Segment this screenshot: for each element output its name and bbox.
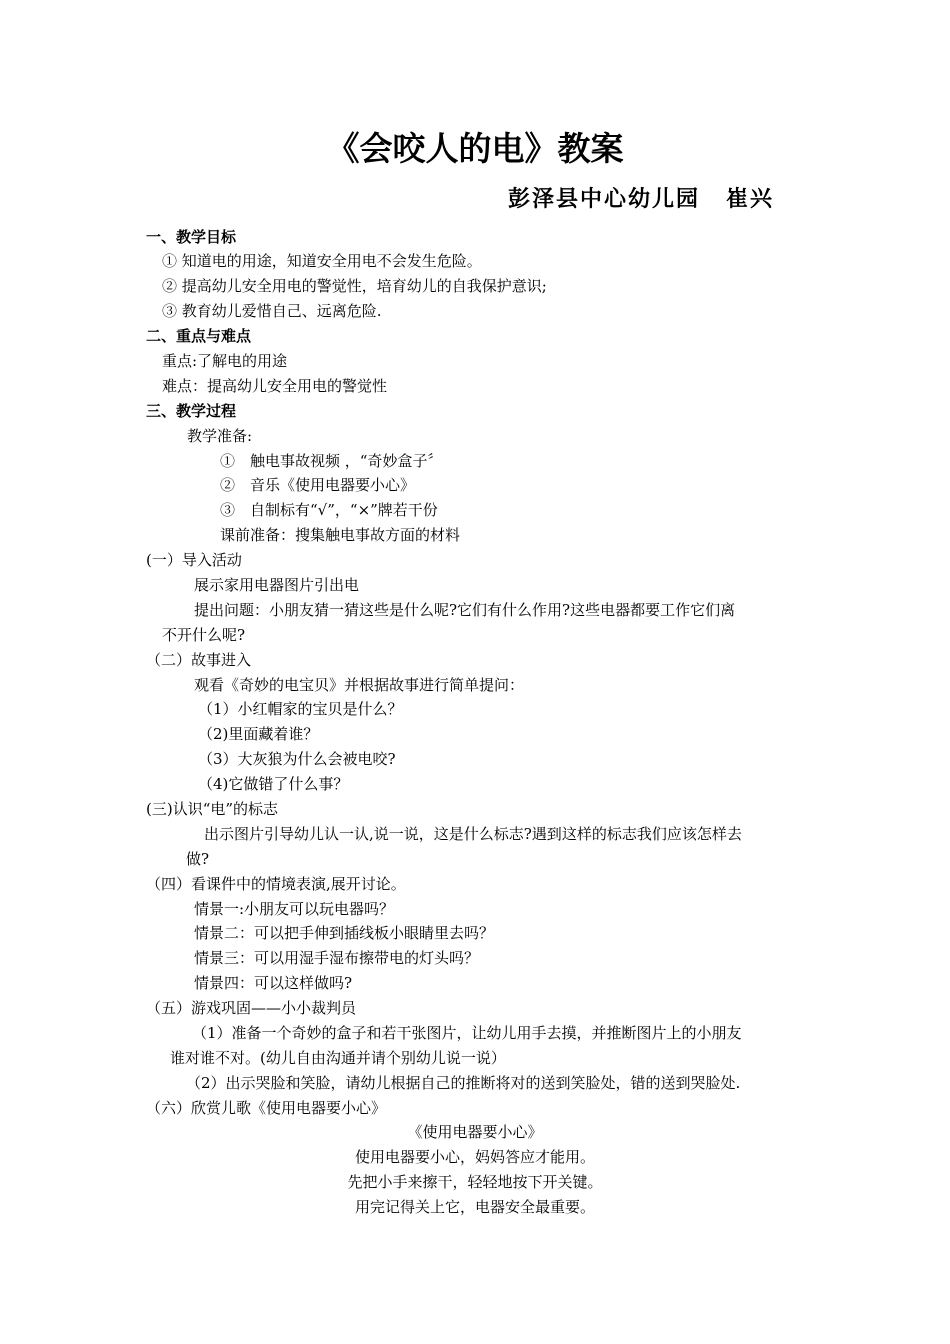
scene-item: 情景三：可以用湿手湿布擦带电的灯头吗？ [194, 949, 480, 967]
goal-item: ① 知道电的用途，知道安全用电不会发生危险。 [162, 252, 482, 270]
scene-item: 情景二：可以把手伸到插线板小眼睛里去吗？ [194, 924, 495, 942]
section-heading-goals: 一、教学目标 [146, 228, 237, 246]
goal-item: ③ 教育幼儿爱惜自己、远离危险. [162, 302, 382, 320]
part-heading: （六）欣赏儿歌《使用电器要小心》 [146, 1099, 387, 1117]
poem-line: 使用电器要小心，妈妈答应才能用。 [354, 1148, 595, 1166]
paragraph-line: 谁对谁不对。(幼儿自由沟通并请个别幼儿说一说） [170, 1049, 506, 1067]
poem-line: 先把小手来擦干，轻轻地按下开关键。 [347, 1173, 603, 1191]
part-heading: （五）游戏巩固——小小裁判员 [146, 999, 357, 1017]
story-question: （3）大灰狼为什么会被电咬? [198, 750, 396, 768]
scene-item: 情景一:小朋友可以玩电器吗？ [194, 900, 395, 918]
story-question: （1）小红帽家的宝贝是什么？ [198, 700, 403, 718]
poem-title: 《使用电器要小心》 [407, 1123, 543, 1141]
prep-item: ③ 自制标有“√”，“×”牌若干份 [220, 501, 438, 519]
paragraph-line: 展示家用电器图片引出电 [194, 576, 360, 594]
poem-line: 用完记得关上它，电器安全最重要。 [354, 1198, 595, 1216]
prep-item: ② 音乐《使用电器要小心》 [220, 476, 416, 494]
paragraph-line: 提出问题：小朋友猜一猜这些是什么呢?它们有什么作用?这些电器都要工作它们离 [194, 601, 736, 619]
story-question: （2)里面藏着谁？ [198, 725, 319, 743]
prep-label: 教学准备: [187, 427, 253, 445]
author-line [508, 183, 774, 215]
part-heading: （二）故事进入 [146, 651, 252, 669]
paragraph-line: 观看《奇妙的电宝贝》并根据故事进行简单提问： [194, 676, 525, 694]
difficulty-text: 难点：提高幼儿安全用电的警觉性 [162, 377, 388, 395]
part-heading: （四）看课件中的情境表演,展开讨论。 [146, 875, 406, 893]
story-question: （4)它做错了什么事？ [198, 775, 349, 793]
paragraph-line: （2）出示哭脸和笑脸，请幼儿根据自己的推断将对的送到笑脸处，错的送到哭脸处. [186, 1074, 741, 1092]
document-title: 《会咬人的电》教案 [326, 129, 624, 168]
part-heading: (一）导入活动 [146, 551, 242, 569]
paragraph-line: 不开什么呢? [162, 626, 246, 644]
focus-text: 重点:了解电的用途 [162, 352, 288, 370]
goal-item: ② 提高幼儿安全用电的警觉性，培育幼儿的自我保护意识; [162, 277, 547, 295]
pre-class-prep: 课前准备：搜集触电事故方面的材料 [220, 526, 461, 544]
paragraph-line: （1）准备一个奇妙的盒子和若干张图片，让幼儿用手去摸，并推断图片上的小朋友 [192, 1024, 742, 1042]
prep-item: ① 触电事故视频 ，“奇妙盒子〞 [220, 452, 443, 470]
author-name: 崔兴 [726, 186, 775, 212]
author-org: 彭泽县中心幼儿园 [508, 186, 701, 212]
part-heading: (三)认识“电”的标志 [146, 800, 279, 818]
scene-item: 情景四：可以这样做吗? [194, 974, 353, 992]
section-heading-process: 三、教学过程 [146, 402, 237, 420]
section-heading-key-points: 二、重点与难点 [146, 327, 252, 345]
paragraph-line: 做? [186, 850, 210, 868]
paragraph-line: 出示图片引导幼儿认一认,说一说，这是什么标志?遇到这样的标志我们应该怎样去 [204, 825, 742, 843]
